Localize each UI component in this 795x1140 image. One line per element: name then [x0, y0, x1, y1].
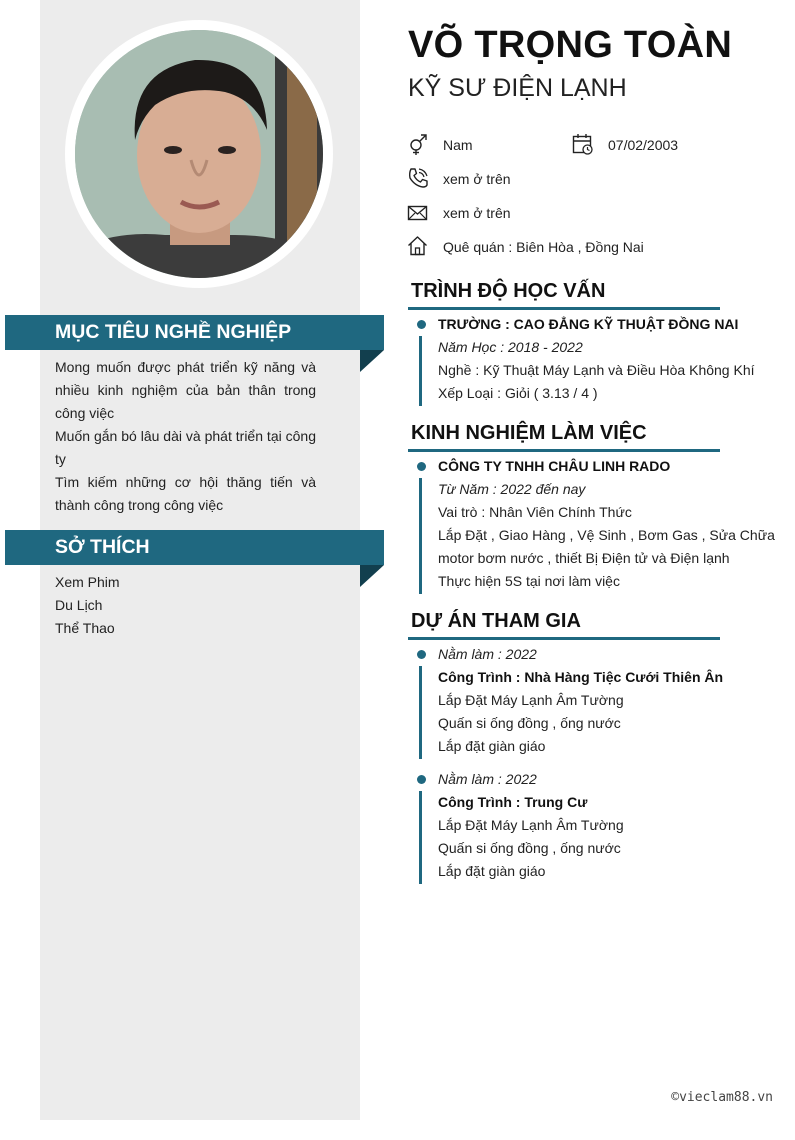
watermark: ©vieclam88.vn [671, 1090, 773, 1105]
study-years: Năm Học : 2018 - 2022 [438, 339, 583, 355]
objective-header [5, 315, 384, 350]
project-task: Lắp Đặt Máy Lạnh Âm Tường [438, 817, 624, 833]
objective-list [55, 356, 316, 517]
phone-icon [407, 167, 429, 189]
grade: Xếp Loại : Giỏi ( 3.13 / 4 ) [438, 385, 598, 401]
school-name: TRƯỜNG : CAO ĐẲNG KỸ THUẬT ĐỒNG NAI [438, 316, 739, 332]
project-task: Lắp đặt giàn giáo [438, 738, 546, 754]
hobby-item: Du Lịch [55, 597, 103, 613]
project-task: Lắp đặt giàn giáo [438, 863, 546, 879]
projects-divider [408, 637, 720, 640]
project-task: Quấn si ống đồng , ống nước [438, 715, 621, 731]
avatar [75, 30, 323, 278]
project-bullet [417, 650, 426, 659]
gender-icon [407, 133, 429, 155]
objective-item: Mong muốn được phát triển kỹ năng và nhiều kinh nghiệm của bản thân trong công việc [55, 359, 316, 421]
hometown-value: Quê quán : Biên Hòa , Đồng Nai [443, 239, 644, 255]
calendar-icon [572, 133, 594, 155]
experience-bullet [417, 462, 426, 471]
candidate-name: VÕ TRỌNG TOÀN [408, 24, 733, 66]
hobbies-title: SỞ THÍCH [55, 536, 150, 558]
experience-timeline [419, 478, 422, 594]
objective-item: Tìm kiếm những cơ hội thăng tiến và thành công trong công việc [55, 474, 316, 513]
project-task: Quấn si ống đồng , ống nước [438, 840, 621, 856]
ribbon-fold [360, 350, 384, 372]
job-title: KỸ SƯ ĐIỆN LẠNH [408, 74, 627, 102]
project-entry [438, 643, 723, 758]
company-name: CÔNG TY TNHH CHÂU LINH RADO [438, 458, 671, 474]
objective-title: MỤC TIÊU NGHỀ NGHIỆP [55, 321, 292, 343]
education-divider [408, 307, 720, 310]
project-year: Nằm làm : 2022 [438, 771, 537, 787]
home-icon [407, 235, 429, 257]
projects-title: DỰ ÁN THAM GIA [411, 610, 581, 632]
hobby-item: Xem Phim [55, 574, 120, 590]
email-value: xem ở trên [443, 205, 511, 221]
project-bullet [417, 775, 426, 784]
project-year: Nằm làm : 2022 [438, 646, 537, 662]
education-entry [438, 313, 755, 405]
work-duties: Lắp Đặt , Giao Hàng , Vệ Sinh , Bơm Gas , Sửa Chữa [438, 527, 775, 543]
gender-value: Nam [443, 137, 473, 153]
project-name: Công Trình : Nhà Hàng Tiệc Cưới Thiên Ân [438, 669, 724, 685]
work-role: Vai trò : Nhân Viên Chính Thức [438, 504, 632, 520]
experience-divider [408, 449, 720, 452]
education-title: TRÌNH ĐỘ HỌC VẤN [411, 280, 606, 302]
hobby-item: Thể Thao [55, 620, 115, 636]
hobbies-header [5, 530, 384, 565]
experience-title: KINH NGHIỆM LÀM VIỆC [411, 422, 647, 444]
objective-item: Muốn gắn bó lâu dài và phát triển tại công ty [55, 428, 316, 467]
major: Nghề : Kỹ Thuật Máy Lạnh và Điều Hòa Không Khí [438, 362, 755, 378]
education-bullet [417, 320, 426, 329]
work-duties: motor bơm nước , thiết Bị Điện tử và Điện lạnh [438, 550, 730, 566]
mail-icon [407, 202, 429, 224]
work-extra: Thực hiện 5S tại nơi làm việc [438, 573, 620, 589]
dob-value: 07/02/2003 [608, 137, 679, 153]
project-task: Lắp Đặt Máy Lạnh Âm Tường [438, 692, 624, 708]
project-name: Công Trình : Trung Cư [438, 794, 588, 810]
project-entry [438, 768, 624, 883]
phone-value: xem ở trên [443, 171, 511, 187]
hobbies-list [55, 571, 120, 640]
project-timeline [419, 666, 422, 759]
project-timeline [419, 791, 422, 884]
work-period: Từ Năm : 2022 đến nay [438, 481, 586, 497]
experience-entry [438, 455, 775, 593]
ribbon-fold [360, 565, 384, 587]
education-timeline [419, 336, 422, 406]
